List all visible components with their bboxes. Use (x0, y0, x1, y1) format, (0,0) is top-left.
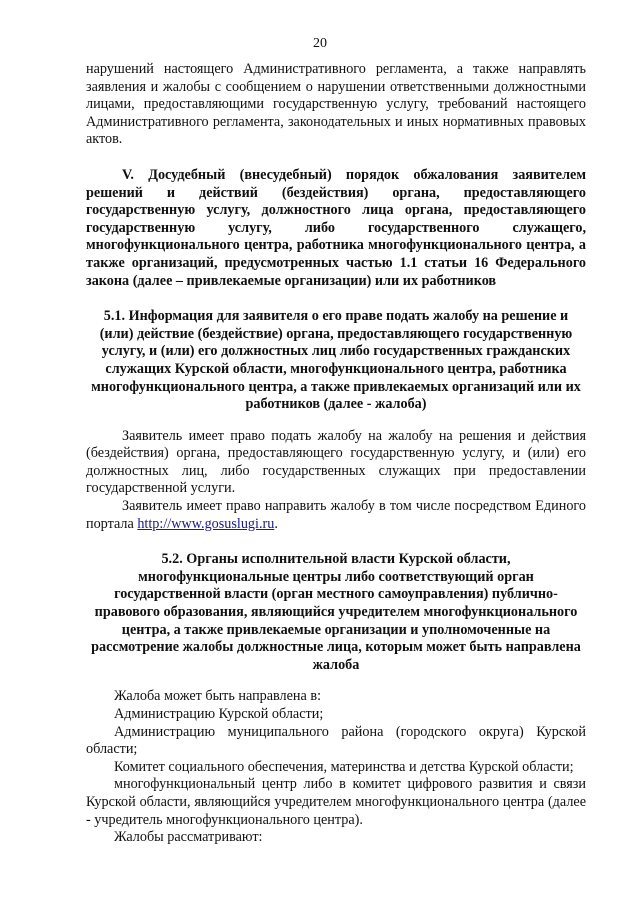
complaint-recipients-list (86, 688, 586, 846)
portal-paragraph-text: Заявитель имеет право направить жалобу в том числе посредством Единого портала (86, 498, 586, 532)
list-item: многофункциональный центр либо в комитет цифрового развития и связи Курской области, являющийся учредителем многофункционального центра (далее - учредитель многофункционального центра). (86, 776, 586, 828)
portal-paragraph (86, 498, 586, 533)
list-item: Жалобы рассматривают: (114, 829, 263, 846)
subsection-5-1-heading: 5.1. Информация для заявителя о его праве подать жалобу на решение и (или) действие (бездействие) органа, предоставляющего государственную услугу, и (или) его должностных лиц либо государственных гражданских служащих Курской области, многофункционального центра, работника многофункционального центра, а также привлекаемых организаций или их работников (далее - жалоба) (91, 308, 581, 413)
right-to-complain-paragraph: Заявитель имеет право подать жалобу на жалобу на решения и действия (бездействия) органа, предоставляющего государственную услугу, и (или) его должностных лиц, либо государственных служащих при предоставлении государственной услуги. (86, 427, 586, 497)
list-item: Жалоба может быть направлена в: (114, 688, 322, 705)
document-body (86, 61, 586, 847)
subsection-5-2-heading: 5.2. Органы исполнительной власти Курской области, многофункциональные центры либо соответствующий орган государственной власти (орган местного самоуправления) публично-правового образования, являющийся учредителем многофункционального центра, а также привлекаемые организации и уполномоченные на рассмотрение жалобы должностные лица, которым может быть направлена жалоба (91, 551, 581, 673)
intro-paragraph: нарушений настоящего Административного регламента, а также направлять заявления и жалобы с сообщением о нарушении ответственными должностными лицами, предоставляющими государственную услугу, требований настоящего Административного регламента, законодательных и иных нормативных правовых актов. (86, 61, 586, 148)
list-item: Администрацию муниципального района (городского округа) Курской области; (86, 723, 586, 758)
portal-paragraph-end: . (274, 515, 278, 532)
page-number: 20 (313, 36, 327, 51)
section-5-heading: V. Досудебный (внесудебный) порядок обжалования заявителем решений и действий (бездействия) органа, предоставляющего государственную услугу, должностного лица органа, предоставляющего государственную услугу, либо государственного служащего, многофункционального центра, работника многофункционального центра, а также организаций, предусмотренных частью 1.1 статьи 16 Федерального закона (далее – привлекаемые организации) или их работников (86, 166, 586, 289)
list-item: Комитет социального обеспечения, материнства и детства Курской области; (114, 758, 574, 775)
gosuslugi-link[interactable]: http://www.gosuslugi.ru (137, 515, 275, 532)
list-item: Администрацию Курской области; (114, 706, 324, 722)
